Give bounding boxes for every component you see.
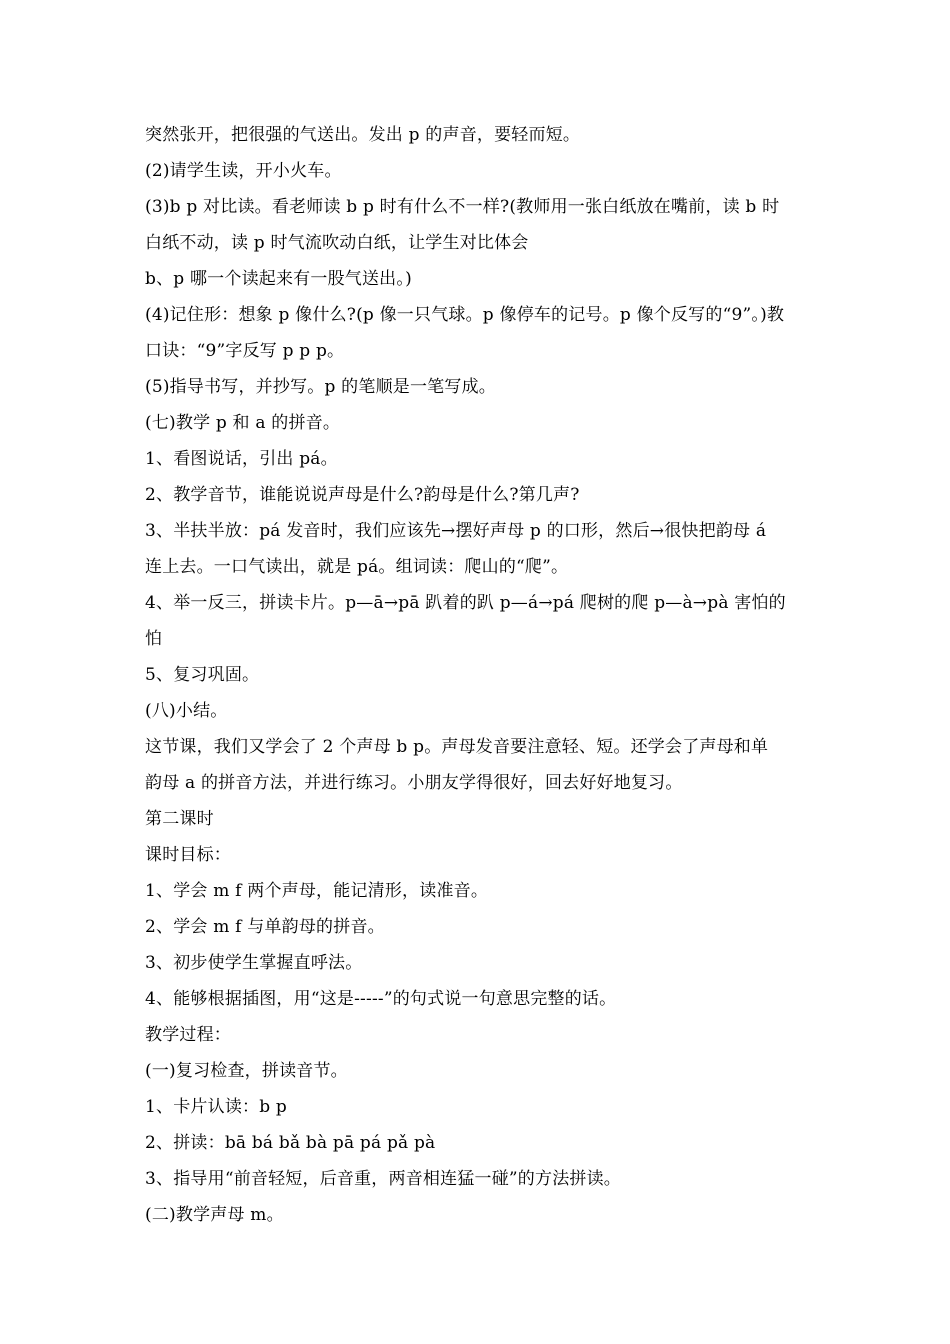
text-line: 2、学会 m f 与单韵母的拼音。 bbox=[145, 917, 385, 937]
text-line: 突然张开，把很强的气送出。发出 p 的声音，要轻而短。 bbox=[145, 125, 581, 145]
text-line: 韵母 a 的拼音方法，并进行练习。小朋友学得很好，回去好好地复习。 bbox=[145, 773, 683, 793]
section-heading: (八)小结。 bbox=[145, 701, 228, 721]
text-line: 3、半扶半放：pá 发音时，我们应该先→摆好声母 p 的口形，然后→很快把韵母 á bbox=[145, 521, 767, 541]
text-line: 1、看图说话，引出 pá。 bbox=[145, 449, 338, 469]
text-line: 白纸不动，读 p 时气流吹动白纸，让学生对比体会 bbox=[145, 233, 529, 253]
section-heading: (一)复习检查，拼读音节。 bbox=[145, 1061, 348, 1081]
section-heading: (七)教学 p 和 a 的拼音。 bbox=[145, 413, 341, 433]
text-line: 2、拼读：bā bá bǎ bà pā pá pǎ pà bbox=[145, 1133, 436, 1153]
text-line: 口诀：“9”字反写 p p p。 bbox=[145, 341, 345, 361]
text-line: (5)指导书写，并抄写。p 的笔顺是一笔写成。 bbox=[145, 377, 496, 397]
section-heading: (二)教学声母 m。 bbox=[145, 1205, 284, 1225]
text-line: 1、卡片认读：b p bbox=[145, 1097, 287, 1117]
text-line: b、p 哪一个读起来有一股气送出。) bbox=[145, 269, 412, 289]
text-line: 怕 bbox=[145, 629, 163, 649]
text-line: 4、能够根据插图，用“这是-----”的句式说一句意思完整的话。 bbox=[145, 989, 617, 1009]
lesson-heading: 第二课时 bbox=[145, 809, 214, 829]
text-line: 3、初步使学生掌握直呼法。 bbox=[145, 953, 363, 973]
text-line: (4)记住形：想象 p 像什么?(p 像一只气球。p 像停车的记号。p 像个反写的“9”。)教 bbox=[145, 305, 785, 325]
text-line: 连上去。一口气读出，就是 pá。组词读：爬山的“爬”。 bbox=[145, 557, 569, 577]
text-line: 这节课，我们又学会了 2 个声母 b p。声母发音要注意轻、短。还学会了声母和单 bbox=[145, 737, 769, 757]
objectives-heading: 课时目标： bbox=[145, 845, 231, 865]
text-line: 3、指导用“前音轻短，后音重，两音相连猛一碰”的方法拼读。 bbox=[145, 1169, 621, 1189]
text-line: 4、举一反三，拼读卡片。p—ā→pā 趴着的趴 p—á→pá 爬树的爬 p—à→pà 害怕的 bbox=[145, 593, 786, 613]
document-body bbox=[145, 117, 813, 1233]
text-line: 2、教学音节，谁能说说声母是什么?韵母是什么?第几声? bbox=[145, 485, 580, 505]
text-line: 1、学会 m f 两个声母，能记清形，读准音。 bbox=[145, 881, 489, 901]
text-line: (2)请学生读，开小火车。 bbox=[145, 161, 342, 181]
process-heading: 教学过程： bbox=[145, 1025, 231, 1045]
text-line: (3)b p 对比读。看老师读 b p 时有什么不一样?(教师用一张白纸放在嘴前，读 b 时 bbox=[145, 197, 780, 217]
text-line: 5、复习巩固。 bbox=[145, 665, 260, 685]
